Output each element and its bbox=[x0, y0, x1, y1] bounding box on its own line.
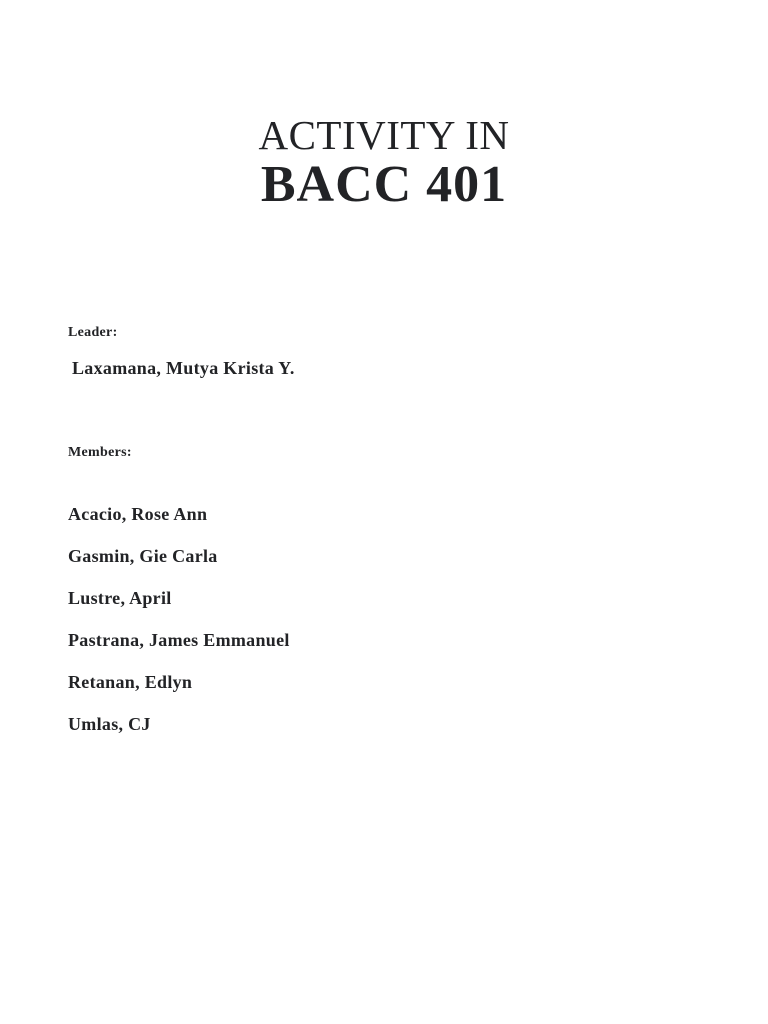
leader-label: Leader: bbox=[68, 325, 118, 340]
member-name: Umlas, CJ bbox=[68, 714, 151, 734]
title-line-activity: ACTIVITY IN bbox=[258, 112, 510, 158]
leader-name: Laxamana, Mutya Krista Y. bbox=[72, 358, 295, 378]
member-name: Pastrana, James Emmanuel bbox=[68, 630, 290, 650]
member-name: Lustre, April bbox=[68, 588, 172, 608]
members-list bbox=[68, 493, 290, 745]
document-title bbox=[0, 112, 768, 212]
member-name: Gasmin, Gie Carla bbox=[68, 546, 218, 566]
member-name: Acacio, Rose Ann bbox=[68, 504, 208, 524]
member-name: Retanan, Edlyn bbox=[68, 672, 193, 692]
members-label: Members: bbox=[68, 445, 132, 460]
title-line-course: BACC 401 bbox=[260, 156, 508, 213]
